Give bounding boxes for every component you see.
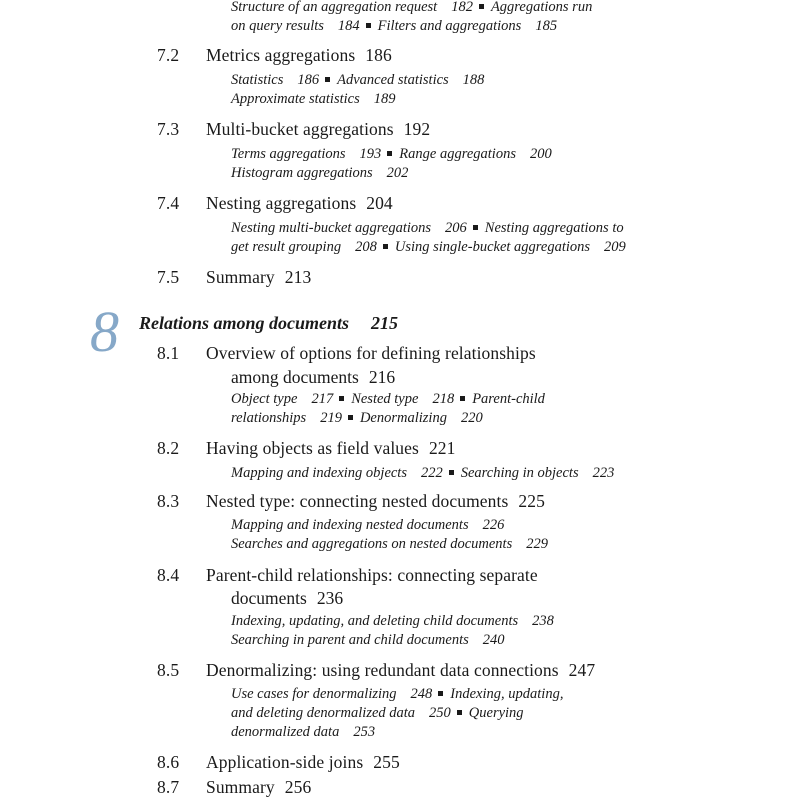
subentry-text[interactable]: and deleting denormalized data [231, 705, 416, 721]
subentry-line [231, 164, 414, 183]
subentry-line [231, 17, 563, 36]
section-title: Parent-child relationships: connecting separate [206, 565, 538, 585]
subentry-text[interactable]: Use cases for denormalizing [231, 686, 397, 702]
subentry-text[interactable]: Nested type [351, 391, 419, 407]
subentry-text[interactable]: Parent-child [472, 391, 545, 407]
page-number: 226 [482, 517, 505, 533]
page-number: 256 [284, 777, 312, 797]
section-title: Having objects as field values [206, 438, 419, 458]
subentry-text[interactable]: Nesting aggregations to [484, 220, 624, 236]
bullet-square [438, 691, 443, 696]
subentry-line [231, 238, 632, 257]
bullet-square [449, 470, 454, 475]
subentry-text[interactable]: denormalized data [231, 724, 340, 740]
page-number: 202 [386, 165, 409, 181]
page-number: 215 [371, 313, 399, 333]
page-number: 238 [532, 613, 554, 629]
page-number: 185 [535, 18, 558, 34]
page-number: 247 [568, 660, 596, 680]
page-number: 223 [592, 465, 615, 481]
subentry-text[interactable]: Searches and aggregations on nested documents [231, 536, 513, 552]
section-number: 7.5 [157, 267, 180, 287]
subentry-line [231, 219, 624, 238]
subentry-text[interactable]: Object type [231, 391, 298, 407]
page-number: 216 [368, 367, 396, 387]
section-title: Denormalizing: using redundant data connections [206, 660, 559, 680]
page-number: 184 [337, 18, 360, 34]
page-number: 186 [365, 45, 392, 65]
page-number: 220 [460, 410, 483, 426]
bullet-square [339, 396, 344, 401]
section-number: 8.3 [157, 491, 180, 511]
toc-entry-8-2[interactable] [157, 438, 456, 459]
page-number: 255 [373, 752, 400, 772]
subentry-text[interactable]: Denormalizing [359, 410, 447, 426]
subentry-line [231, 704, 524, 723]
subentry-text[interactable]: Mapping and indexing nested documents [231, 517, 469, 533]
subentry-text[interactable]: on query results [231, 18, 324, 34]
page-number: 186 [297, 72, 320, 88]
page-number: 225 [518, 491, 545, 511]
subentry-line [231, 90, 402, 109]
page-number: 217 [311, 391, 334, 407]
subentry-line [231, 516, 510, 535]
subentry-text[interactable]: Approximate statistics [231, 91, 360, 107]
page-number: 250 [429, 705, 451, 721]
page-number: 200 [529, 146, 552, 162]
subentry-text[interactable]: Range aggregations [399, 146, 516, 162]
bullet-square [387, 151, 392, 156]
toc-entry-8-7[interactable] [157, 777, 311, 798]
chapter-heading[interactable] [139, 313, 398, 334]
section-number: 7.2 [157, 45, 180, 65]
page-number: 236 [316, 588, 344, 608]
section-number: 7.4 [157, 193, 180, 213]
bullet-square [460, 396, 465, 401]
subentry-line [231, 464, 620, 483]
section-number: 8.5 [157, 660, 180, 680]
section-title: Metrics aggregations [206, 45, 356, 65]
page-number: 192 [403, 119, 431, 139]
page-number: 248 [410, 686, 433, 702]
subentry-text[interactable]: Using single-bucket aggregations [394, 239, 591, 255]
section-number: 8.6 [157, 752, 180, 772]
page-number: 229 [526, 536, 548, 552]
page-number: 222 [420, 465, 443, 481]
toc-entry-8-3[interactable] [157, 491, 545, 512]
bullet-square [348, 415, 353, 420]
subentry-text[interactable]: relationships [231, 410, 307, 426]
page-number: 193 [359, 146, 382, 162]
bullet-square [383, 244, 388, 249]
toc-entry-8-4[interactable] [157, 565, 538, 586]
subentry-line [231, 409, 489, 428]
page-number: 206 [445, 220, 467, 236]
toc-entry-7-5[interactable] [157, 267, 311, 288]
section-title: Overview of options for defining relationships [206, 343, 536, 363]
subentry-text[interactable]: Querying [468, 705, 524, 721]
section-title: Application-side joins [206, 752, 364, 772]
subentry-line [231, 0, 592, 17]
toc-entry-8-5[interactable] [157, 660, 595, 681]
page-number: 189 [373, 91, 396, 107]
subentry-text[interactable]: Searching in objects [460, 465, 579, 481]
page-number: 240 [482, 632, 505, 648]
subentry-text[interactable]: Terms aggregations [231, 146, 346, 162]
section-title: Nesting aggregations [206, 193, 357, 213]
bullet-square [366, 23, 371, 28]
subentry-text[interactable]: Histogram aggregations [231, 165, 373, 181]
section-number: 8.4 [157, 565, 180, 585]
toc-entry-7-3[interactable] [157, 119, 430, 140]
toc-entry-8-1[interactable] [157, 343, 536, 364]
toc-entry-8-6[interactable] [157, 752, 400, 773]
section-title: Summary [206, 267, 275, 287]
page-number: 209 [604, 239, 626, 255]
subentry-text[interactable]: Filters and aggregations [377, 18, 522, 34]
chapter-title: Relations among documents [139, 313, 350, 333]
bullet-square [473, 225, 478, 230]
subentry-line [231, 685, 563, 704]
subentry-text[interactable]: Aggregations run [490, 0, 593, 15]
subentry-text[interactable]: Structure of an aggregation request [231, 0, 438, 15]
section-title-continuation: among documents 216 [231, 367, 396, 387]
page-number: 188 [462, 72, 485, 88]
section-number: 8.2 [157, 438, 180, 458]
subentry-line [231, 145, 558, 164]
section-title-continuation: documents 236 [231, 588, 344, 608]
page-number: 182 [451, 0, 473, 15]
chapter-number: 8 [90, 299, 119, 364]
section-title: Summary [206, 777, 275, 797]
section-number: 8.1 [157, 343, 180, 363]
subentry-text[interactable]: get result grouping [231, 239, 342, 255]
subentry-line [231, 71, 490, 90]
subentry-line [231, 390, 545, 409]
subentry-text[interactable]: Indexing, updating, and deleting child documents [231, 613, 519, 629]
subentry-line [231, 612, 560, 631]
subentry-text[interactable]: Searching in parent and child documents [231, 632, 469, 648]
page-number: 219 [320, 410, 342, 426]
subentry-line [231, 631, 511, 650]
page-number: 213 [284, 267, 312, 287]
section-number: 8.7 [157, 777, 180, 797]
page-number: 208 [355, 239, 377, 255]
bullet-square [457, 710, 462, 715]
subentry-text[interactable]: Advanced statistics [337, 72, 449, 88]
subentry-text[interactable]: Nesting multi-bucket aggregations [231, 220, 432, 236]
section-number: 7.3 [157, 119, 180, 139]
page-number: 204 [366, 193, 393, 213]
bullet-square [479, 4, 484, 9]
page-number: 218 [432, 391, 455, 407]
toc-entry-7-2[interactable] [157, 45, 392, 66]
page-number: 253 [353, 724, 376, 740]
subentry-text[interactable]: Statistics [231, 72, 284, 88]
subentry-line [231, 535, 554, 554]
subentry-line [231, 723, 381, 742]
section-title: Multi-bucket aggregations [206, 119, 394, 139]
subentry-text[interactable]: Indexing, updating, [450, 686, 564, 702]
page-number: 221 [428, 438, 456, 458]
subentry-text[interactable]: Mapping and indexing objects [231, 465, 407, 481]
toc-entry-7-4[interactable] [157, 193, 393, 214]
section-title: Nested type: connecting nested documents [206, 491, 509, 511]
bullet-square [325, 77, 330, 82]
